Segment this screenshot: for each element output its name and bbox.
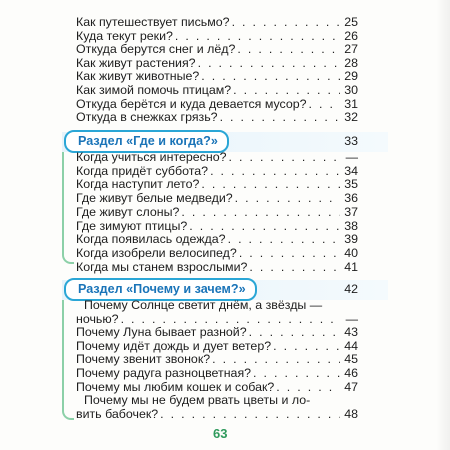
toc-entry-title: ночью? <box>76 311 119 326</box>
toc-entry-title: вить бабочек? <box>76 406 159 421</box>
toc-entry-title: Почему радуга разноцветная? <box>76 366 252 380</box>
section-page-number: 42 <box>344 282 358 296</box>
toc-entry-page: 27 <box>344 42 358 57</box>
section-page-number: 33 <box>344 134 358 148</box>
toc-entry-title: Откуда берётся и куда девается мусор? <box>76 96 307 111</box>
toc-entry-title: Почему мы любим кошек и собак? <box>76 379 275 394</box>
toc-entry-page: 30 <box>344 83 358 97</box>
toc-entry-page: — <box>345 311 358 326</box>
toc-entry-title: Где живут белые медведи? <box>76 191 233 206</box>
toc-entry-title: Откуда в снежках грязь? <box>76 110 218 125</box>
toc-entry-title: Откуда берутся снег и лёд? <box>76 42 236 57</box>
toc-entry-page: 34 <box>344 163 358 178</box>
section-heading-why: Раздел «Почему и зачем?» <box>64 278 257 301</box>
toc-entry-title: Когда изобрели велосипед? <box>76 245 237 260</box>
toc-entry-page: 40 <box>344 245 358 260</box>
toc-entry-title: Где зимуют птицы? <box>76 218 188 233</box>
dot-leader <box>160 407 340 422</box>
page-edge-shadow <box>436 0 450 450</box>
section-bracket <box>62 152 74 264</box>
toc-entry-page: 32 <box>344 110 358 125</box>
dot-leader <box>249 260 340 275</box>
toc-entry-title: Когда придёт суббота? <box>76 163 209 178</box>
toc-entry-title: Когда мы станем взрослыми? <box>76 259 248 274</box>
toc-entry-page: 44 <box>344 338 358 353</box>
toc-entry-page: 31 <box>344 96 358 111</box>
toc-entry-page: 38 <box>344 218 358 233</box>
toc-entry <box>76 260 358 275</box>
dot-leader <box>220 110 340 125</box>
toc-entry-title: Почему идёт дождь и дует ветер? <box>76 338 272 353</box>
toc-entry-title: Как живут растения? <box>76 55 196 70</box>
section-bracket <box>62 300 74 420</box>
toc-entry-page: 43 <box>344 325 358 340</box>
toc-entry-title: Куда текут реки? <box>76 28 173 43</box>
toc-entry-page: 35 <box>344 177 358 192</box>
toc-entry-title: Как зимой помочь птицам? <box>76 83 232 97</box>
toc-entry-line: Почему Солнце светит днём, а звёзды — <box>84 298 323 312</box>
toc-entry-page: 41 <box>344 259 358 274</box>
section-heading-where-when: Раздел «Где и когда?» <box>64 130 229 153</box>
toc-entry-line: Почему мы не будем рвать цветы и ло- <box>84 393 311 408</box>
toc-entry-title: Когда наступит лето? <box>76 177 200 192</box>
toc-entry-title: Почему Луна бывает разной? <box>76 325 247 340</box>
toc-entry-page: 37 <box>344 204 358 219</box>
toc-entry-page: 45 <box>344 352 358 367</box>
page-folio: 63 <box>213 426 228 441</box>
toc-entry-page: — <box>345 150 358 164</box>
toc-entry-page: 25 <box>344 15 358 29</box>
toc-entry-page: 46 <box>344 366 358 380</box>
toc-entry-page: 26 <box>344 28 358 43</box>
toc-entry-page: 36 <box>344 191 358 206</box>
toc-entry <box>76 407 358 422</box>
toc-entry-title: Когда появилась одежда? <box>76 232 226 247</box>
toc-entry-title: Как путешествует письмо? <box>76 15 230 29</box>
toc-entry-page: 39 <box>344 232 358 247</box>
toc-entry-title: Почему звенит звонок? <box>76 352 211 367</box>
toc-entry-page: 47 <box>344 379 358 394</box>
toc-entry-page: 48 <box>344 406 358 421</box>
toc-entry-title: Где живут слоны? <box>76 204 180 219</box>
toc-entry-page: 28 <box>344 55 358 70</box>
toc-entry-title: Как живут животные? <box>76 69 200 84</box>
toc-entry-page: 29 <box>344 69 358 84</box>
toc-entry-title: Когда учиться интересно? <box>76 150 227 164</box>
toc-entry <box>76 110 358 125</box>
